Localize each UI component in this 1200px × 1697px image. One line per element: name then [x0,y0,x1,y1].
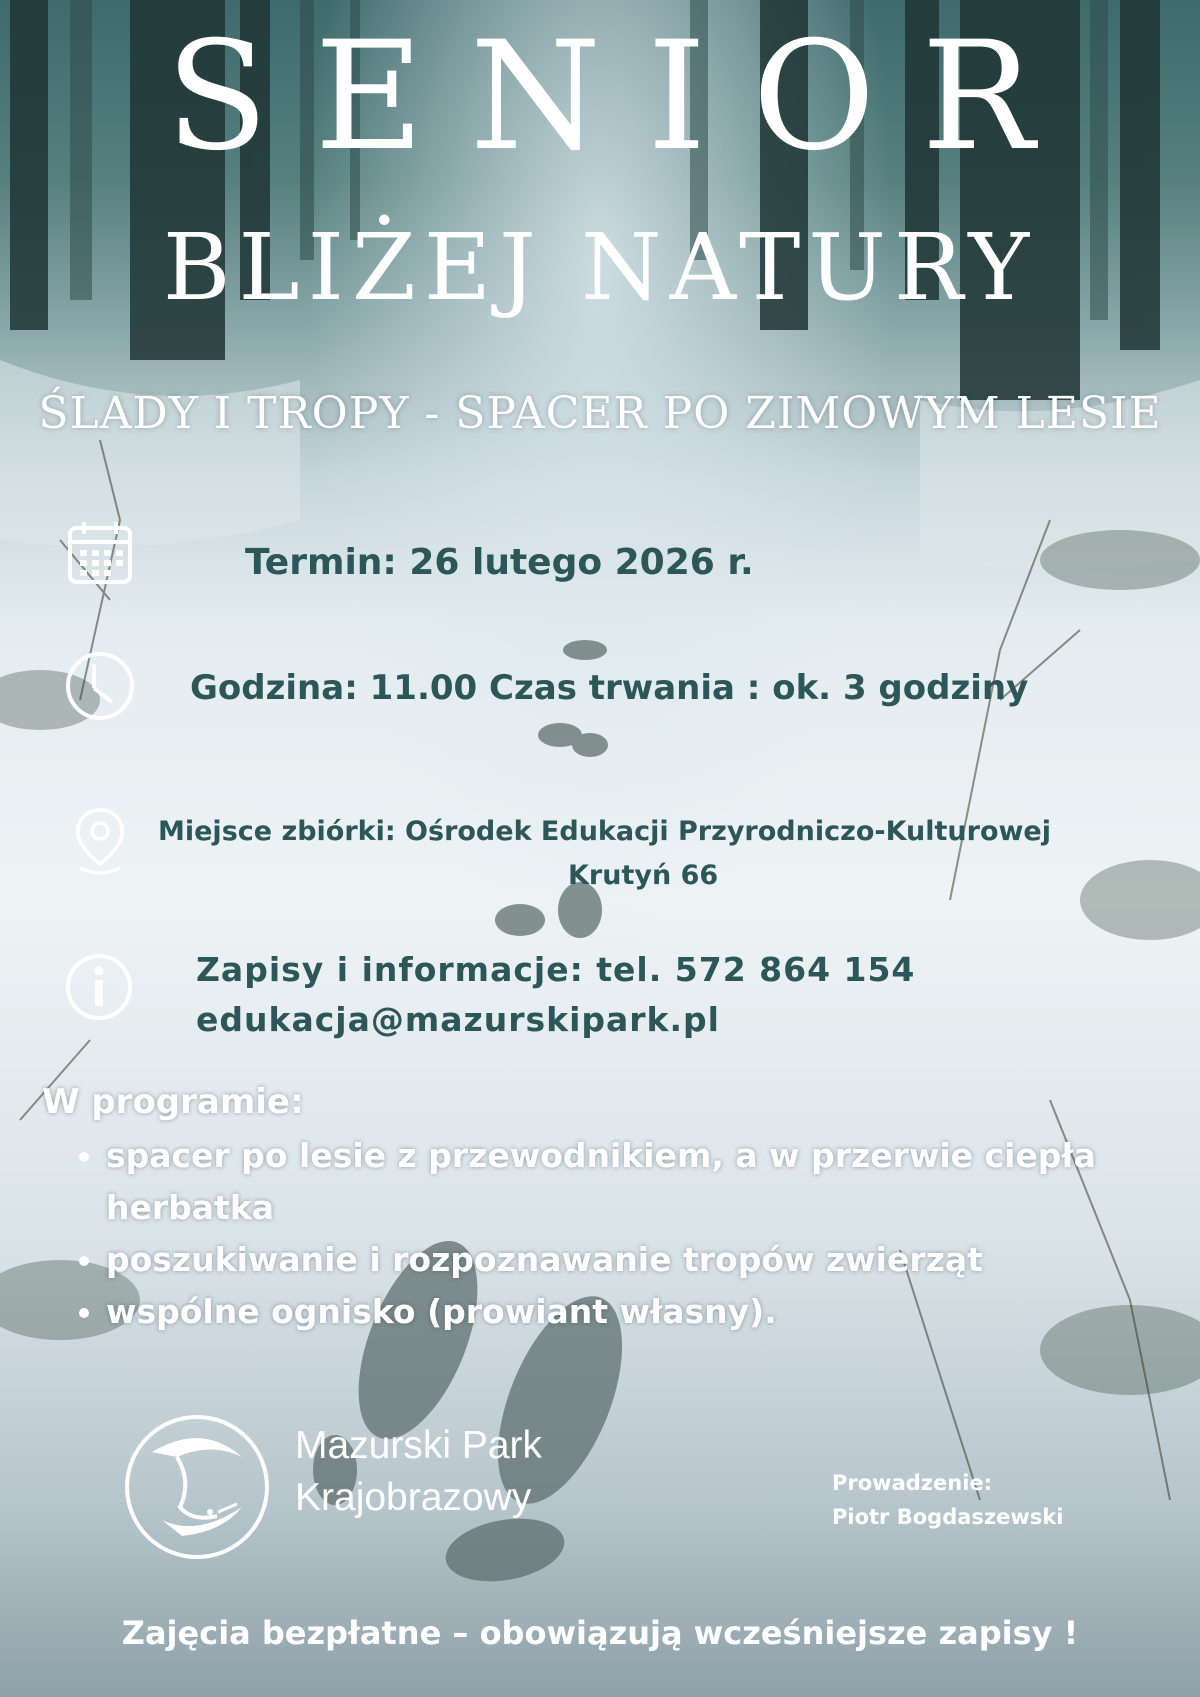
meeting-place [158,810,1138,898]
subtitle: ŚLADY I TROPY - SPACER PO ZIMOWYM LESIE [38,388,1162,439]
registration-info [196,945,915,1045]
park-name-line2: Krajobrazowy [295,1476,532,1519]
registration-email: edukacja@mazurskipark.pl [196,1000,720,1039]
event-date: Termin: 26 lutego 2026 r. [245,542,754,583]
guide-name: Piotr Bogdaszewski [832,1505,1064,1529]
guide-info [832,1466,1063,1534]
park-name-line1: Mazurski Park [295,1424,543,1467]
registration-phone: Zapisy i informacje: tel. 572 864 154 [196,950,916,989]
program-list [70,1130,1186,1338]
location-pin-icon [74,806,126,878]
list-item: • wspólne ognisko (prowiant własny). [106,1286,1186,1338]
heron-logo-icon [122,1412,272,1562]
guide-label: Prowadzenie: [832,1471,993,1495]
meeting-place-line1: Miejsce zbiórki: Ośrodek Edukacji Przyrodniczo-Kulturowej [158,816,1052,847]
event-time: Godzina: 11.00 Czas trwania : ok. 3 godziny [190,668,1029,708]
clock-icon [64,650,136,722]
title-blizej-natury: BLIŻEJ NATURY [162,214,1038,321]
park-name [295,1420,542,1524]
footer-note: Zajęcia bezpłatne – obowiązują wcześniejsze zapisy ! [121,1614,1079,1652]
list-item: • poszukiwanie i rozpoznawanie tropów zwierząt [106,1234,1186,1286]
program-heading: W programie: [42,1082,304,1122]
info-icon [64,952,134,1022]
meeting-place-line2: Krutyń 66 [568,860,719,891]
title-senior: SENIOR [165,10,1081,184]
calendar-icon [66,518,134,586]
list-item: • spacer po lesie z przewodnikiem, a w przerwie ciepła herbatka [106,1130,1186,1234]
